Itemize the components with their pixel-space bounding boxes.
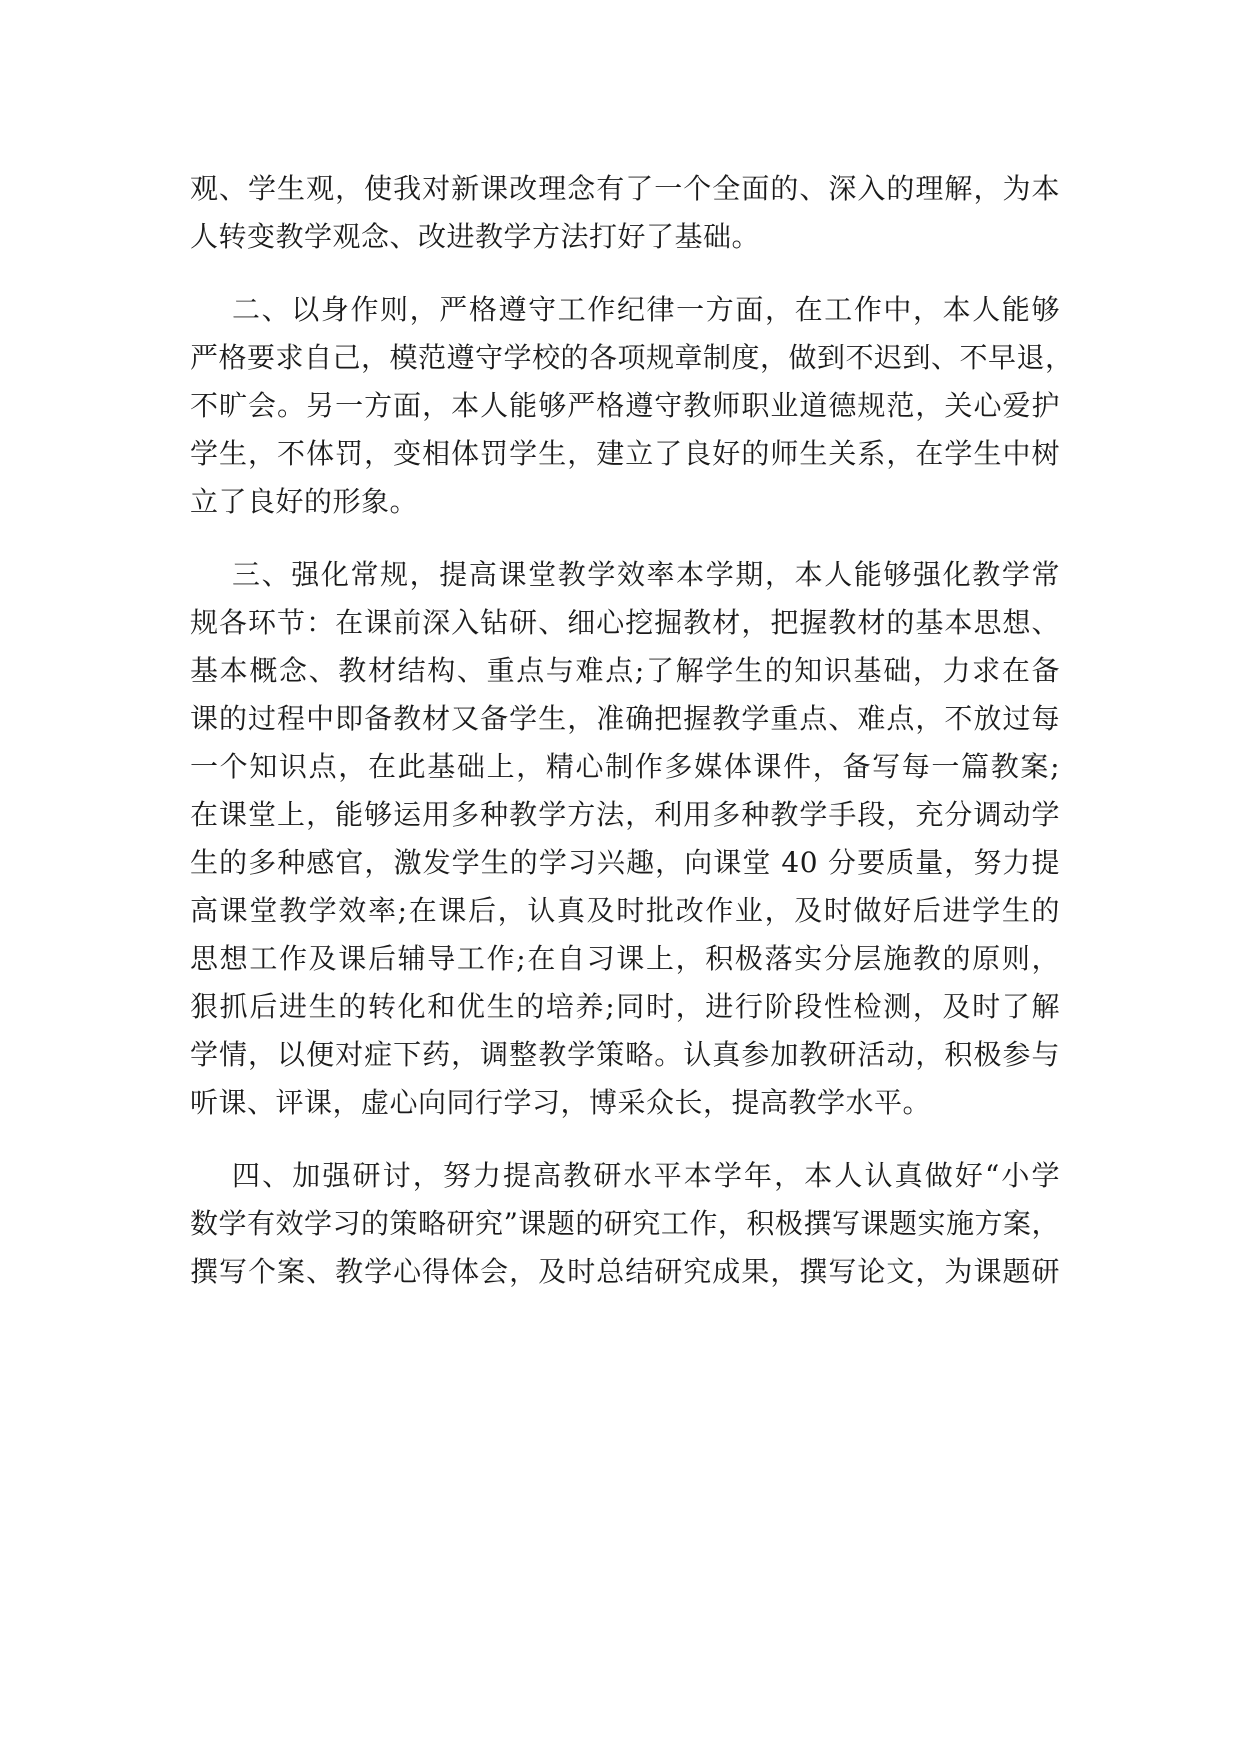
paragraph <box>190 286 1074 526</box>
text-line: 听课、评课，虚心向同行学习，博采众长，提高教学水平。 <box>190 1086 932 1119</box>
text-line: 规各环节：在课前深入钻研、细心挖掘教材，把握教材的基本思想、 <box>190 606 1060 639</box>
text-line: 高课堂教学效率;在课后，认真及时批改作业，及时做好后进学生的 <box>190 894 1060 927</box>
paragraph-gap <box>190 1127 1060 1152</box>
text-line: 观、学生观，使我对新课改理念有了一个全面的、深入的理解，为本 <box>190 172 1060 205</box>
paragraph-gap <box>190 261 1060 286</box>
text-line: 在课堂上，能够运用多种教学方法，利用多种教学手段，充分调动学 <box>190 798 1060 831</box>
text-line: 撰写个案、教学心得体会，及时总结研究成果，撰写论文，为课题研 <box>190 1255 1060 1288</box>
text-line: 思想工作及课后辅导工作;在自习课上，积极落实分层施教的原则， <box>190 942 1060 975</box>
text-line: 严格要求自己，模范遵守学校的各项规章制度，做到不迟到、不早退， <box>190 341 1074 374</box>
text-line: 四、加强研讨，努力提高教研水平本学年，本人认真做好“小学 <box>232 1159 1060 1192</box>
paragraph <box>190 551 1060 1127</box>
text-line: 三、强化常规，提高课堂教学效率本学期，本人能够强化教学常 <box>232 558 1060 591</box>
text-line: 基本概念、教材结构、重点与难点;了解学生的知识基础，力求在备 <box>190 654 1060 687</box>
text-line: 一个知识点，在此基础上，精心制作多媒体课件，备写每一篇教案; <box>190 750 1060 783</box>
paragraph <box>190 1152 1060 1296</box>
text-line: 立了良好的形象。 <box>190 485 419 518</box>
text-line: 学情，以便对症下药，调整教学策略。认真参加教研活动，积极参与 <box>190 1038 1060 1071</box>
paragraph-gap <box>190 526 1060 551</box>
text-line: 二、以身作则，严格遵守工作纪律一方面，在工作中，本人能够 <box>232 293 1060 326</box>
text-line: 狠抓后进生的转化和优生的培养;同时，进行阶段性检测，及时了解 <box>190 990 1060 1023</box>
text-line: 课的过程中即备教材又备学生，准确把握教学重点、难点，不放过每 <box>190 702 1060 735</box>
paragraph <box>190 165 1060 261</box>
text-line: 不旷会。另一方面，本人能够严格遵守教师职业道德规范，关心爱护 <box>190 389 1060 422</box>
text-line: 生的多种感官，激发学生的学习兴趣，向课堂 40 分要质量，努力提 <box>190 846 1060 879</box>
text-line: 数学有效学习的策略研究”课题的研究工作，积极撰写课题实施方案， <box>190 1207 1060 1240</box>
text-line: 人转变教学观念、改进教学方法打好了基础。 <box>190 220 761 253</box>
text-line: 学生，不体罚，变相体罚学生，建立了良好的师生关系，在学生中树 <box>190 437 1060 470</box>
document-body <box>190 165 1074 1296</box>
